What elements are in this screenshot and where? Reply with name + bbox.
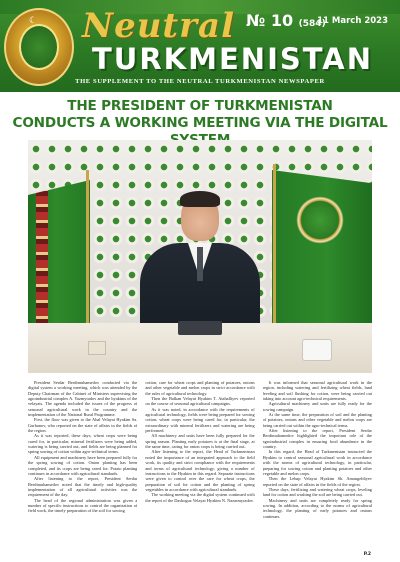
paragraph: The head of the regional administration was given a number of specific instructions to control the organization of field work, the timely preparation of the soil for sowing: [28, 497, 138, 514]
headline-line-2: CONDUCTS A WORKING MEETING VIA THE DIGITAL: [12, 115, 388, 131]
emblem-center: [19, 24, 59, 70]
brand-neutral: Neutral: [82, 6, 235, 46]
article-photo: [28, 140, 372, 373]
paragraph: After listening to the report, President Serdar Berdimuhamedov highlighted the important role of the agroindustrial complex in ensuring food abundance in the country.: [262, 428, 372, 450]
masthead: [0, 0, 400, 92]
paragraph: All equipment and machinery have been prepared fully for the spring sowing of cotton. Onion planting has been completed, and its crops are being cared for. Potato planting continues in accordance with agricultural standards.: [28, 454, 138, 476]
paragraph: Then the Balkan Velayat Hyakim T. Atahalliyev reported on the course of seasonal agricultural campaigns.: [145, 396, 255, 407]
paragraph: First, the floor was given to the Ahal Velayat Hyakim Sa. Gurbanov, who reported on the state of affairs in the fields of the region.: [28, 417, 138, 434]
continued-page-ref: P.2: [363, 552, 371, 557]
flag-right: [272, 170, 372, 335]
paragraph: All machinery and units have been fully prepared for the spring season. Planting early potatoes is at the final stage, at the same time, caring for onion crops is being carried out.: [145, 433, 255, 450]
flag-carpet-stripe: [36, 180, 48, 330]
paragraph: After listening to the report, President Serdar Berdimuhamedov noted that the timely and high-quality implementation of all agricultural activities was the requirement of the day.: [28, 476, 138, 498]
article-column-1: [28, 380, 137, 556]
paragraph: As it was reported, these days, wheat crops were being cared for, in particular, mineral fertilizers were being added, watering is being carried out, and fields are being planned for spring sowing of cotton within agro-technical terms.: [28, 433, 138, 455]
issue-number-main: № 10: [246, 11, 294, 30]
masthead-tagline: THE SUPPLEMENT TO THE NEUTRAL TURKMENISTAN NEWSPAPER: [75, 78, 325, 85]
paragraph: After listening to the report, the Head of Turkmenistan noted the importance of an integrated approach to the field work, its quality and strict compliance with the requirements and terms of agricultural technology, giving a number of instructions to the Hyakim in this regard. Separate instructions were given to control over the care for wheat crops, the preparation of soil for cotton and the planting of spring vegetables in accordance with agricultural standards.: [145, 449, 255, 492]
paragraph: cotton, care for wheat crops and planting of potatoes, onions and other vegetable and melon crops in strict accordance with the rules of agricultural technology.: [145, 380, 255, 396]
figure-hair: [180, 191, 220, 207]
paragraph: President Serdar Berdimuhamedov conducted via the digital system a working meeting, which was attended by the Deputy Chairman of the Cabinet of Ministers supervising the agroindustrial complex A. Yazmyradov and the hyakims of the velayats. The agenda included the issues of the progress of seasonal agricultural work in the country and the implementation of the National Rural Programme.: [28, 380, 138, 418]
paragraph: These days, fertilizing and watering wheat crops, leveling land for cotton and washing the soil are being carried out.: [262, 486, 372, 498]
paragraph: Machinery and units are completely ready for spring sowing. In addition, according to the norms of agricultural technology, the planting of early potatoes and onions continues.: [262, 497, 372, 519]
paragraph: The working meeting via the digital system continued with the report of the Dashoguz Velayat Hyakim N. Nazarmyradov.: [145, 492, 255, 503]
brand-turkmenistan: TURKMENISTAN: [92, 42, 373, 76]
desk-phone-icon: [302, 339, 332, 361]
desk-monitor: [178, 321, 222, 335]
headline-line-1: THE PRESIDENT OF TURKMENISTAN: [67, 98, 333, 114]
paragraph: It was informed that seasonal agricultural work in the region, including watering and fertilizing wheat fields, land leveling and soil flushing for cotton, were being carried out taking into account agro-technical requirements.: [262, 380, 372, 402]
crescent-icon: ☾: [29, 16, 38, 26]
desk-pen-holder: [88, 341, 106, 355]
issue-number: [246, 11, 326, 30]
article-body: [28, 380, 372, 556]
presidential-seal-icon: [296, 196, 344, 244]
article-column-3: [263, 380, 372, 556]
state-emblem-icon: [4, 8, 74, 86]
paragraph: In this regard, the Head of Turkmenistan instructed the Hyakim to control seasonal agricultural work in accordance with the norms of agricultural technology, in particular, preparing for sowing cotton and planting potatoes and other vegetable and melon crops.: [262, 449, 372, 476]
issue-date: 11 March 2023: [317, 16, 388, 26]
paragraph: As it was noted, in accordance with the requirements of agricultural technology, fields were being prepared for sowing cotton, wheat crops were being cared for, in particular, the extraordinary with mineral fertilizers and watering are being performed.: [145, 406, 255, 434]
flag-left: [28, 180, 90, 330]
paragraph: Then the Lebap Velayat Hyakim Sh. Amangeldiyev reported on the state of affairs in the fields of the region.: [262, 476, 372, 487]
paragraph: At the same time, the preparation of soil and the planting of potatoes, onions and other vegetable and melon crops are being carried out within the agro-technical terms.: [262, 412, 372, 428]
figure-tie: [197, 247, 203, 281]
paragraph: Agricultural machinery and units are fully ready for the sowing campaign.: [262, 401, 372, 412]
article-column-2: [145, 380, 254, 556]
issue-number-sub: (584): [298, 19, 326, 29]
